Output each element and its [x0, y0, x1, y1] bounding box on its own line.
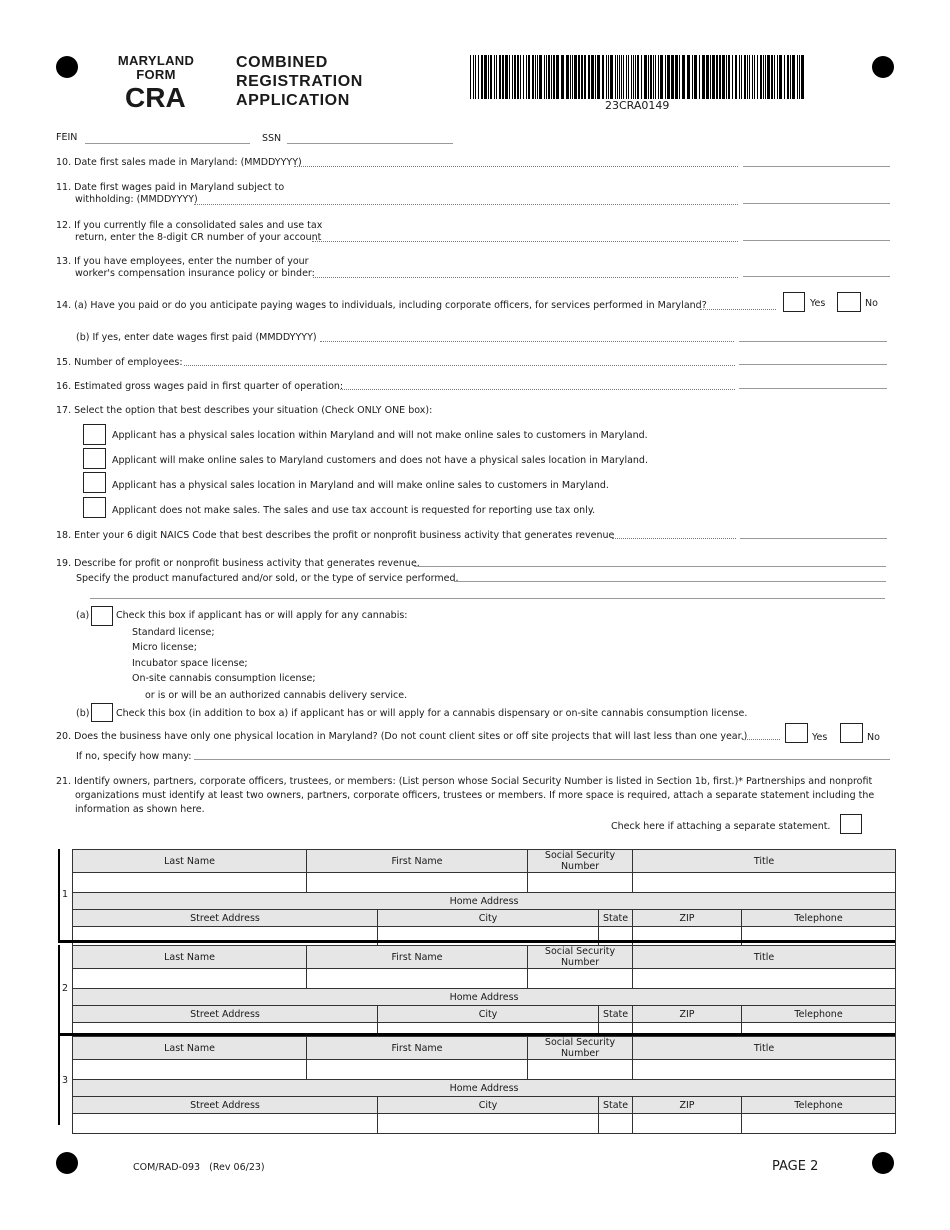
col-telephone: Telephone	[742, 910, 896, 927]
q18-leader	[612, 538, 736, 539]
barcode-bar	[777, 55, 778, 99]
col-zip: ZIP	[633, 910, 742, 927]
state-name: MARYLAND	[117, 53, 195, 68]
barcode-bar	[528, 55, 530, 99]
barcode-bar	[494, 55, 495, 99]
ssn-label: SSN	[262, 133, 282, 144]
barcode-bar	[610, 55, 613, 99]
first-name-input[interactable]	[307, 1060, 528, 1080]
barcode-bar	[726, 55, 727, 99]
barcode-bar	[747, 55, 748, 99]
q11-field[interactable]	[743, 203, 890, 204]
col-last-name: Last Name	[73, 1037, 307, 1060]
footer-form-id	[133, 1162, 265, 1174]
city-input[interactable]	[378, 1114, 599, 1134]
col-street: Street Address	[73, 910, 378, 927]
q18-label: 18. Enter your 6 digit NAICS Code that best describes the profit or nonprofit business activity that generates revenue	[56, 530, 615, 541]
col-ssn: Social Security Number	[528, 1037, 633, 1060]
barcode-bar	[496, 55, 497, 99]
telephone-input[interactable]	[742, 927, 896, 947]
barcode-bar	[539, 55, 542, 99]
barcode-bar	[606, 55, 607, 99]
barcode-bar	[556, 55, 559, 99]
cannabis-b-checkbox[interactable]	[91, 703, 113, 722]
barcode-bar	[741, 55, 742, 99]
q20b-field[interactable]	[194, 759, 890, 760]
last-name-input[interactable]	[73, 873, 307, 893]
barcode-bar	[537, 55, 538, 99]
barcode-bar	[481, 55, 483, 99]
barcode-bar	[553, 55, 555, 99]
barcode-bar	[544, 55, 545, 99]
col-first-name: First Name	[307, 946, 528, 969]
barcode-bar	[665, 55, 666, 99]
q15-label: 15. Number of employees:	[56, 357, 183, 368]
state-input[interactable]	[599, 1114, 633, 1134]
title-line-3: APPLICATION	[236, 92, 350, 109]
q17-option-3-checkbox[interactable]	[83, 472, 106, 493]
owner-row-number: 2	[61, 983, 69, 994]
barcode-bar	[578, 55, 580, 99]
barcode-bar	[792, 55, 795, 99]
barcode-bar	[706, 55, 709, 99]
q19-field-2[interactable]	[454, 581, 886, 582]
last-name-input[interactable]	[73, 1060, 307, 1080]
q20-no-checkbox[interactable]	[840, 723, 863, 743]
form-id: COM/RAD-093	[133, 1162, 201, 1173]
barcode-bar	[488, 55, 489, 99]
fein-field[interactable]	[85, 143, 250, 144]
barcode-bar	[475, 55, 476, 99]
q17-option-4-label: Applicant does not make sales. The sales and use tax account is requested for reporting use tax only.	[112, 505, 596, 516]
ssn-input[interactable]	[528, 873, 633, 893]
title-line-1: COMBINED	[236, 54, 328, 71]
barcode-bar	[694, 55, 697, 99]
registration-dot-bottom-right	[872, 1152, 894, 1174]
barcode-bar	[712, 55, 715, 99]
barcode-bar	[548, 55, 550, 99]
last-name-input[interactable]	[73, 969, 307, 989]
form-word: FORM	[136, 67, 176, 82]
barcode-bar	[801, 55, 804, 99]
barcode-bar	[699, 55, 700, 99]
q14a-no-label: No	[865, 298, 878, 309]
barcode-bar	[517, 55, 519, 99]
col-ssn: Social Security Number	[528, 850, 633, 873]
barcode-bar	[667, 55, 670, 99]
owner-block-border	[58, 945, 60, 1033]
q20-leader	[742, 739, 780, 740]
attach-statement-checkbox[interactable]	[840, 814, 862, 834]
q21-line-1: 21. Identify owners, partners, corporate officers, trustees, or members: (List person whose Social Security Number is listed in Section 1b, first.)* Partnerships and nonprofit	[56, 776, 873, 787]
registration-dot-bottom-left	[56, 1152, 78, 1174]
barcode-bar	[687, 55, 690, 99]
barcode-bar	[595, 55, 596, 99]
q15-leader	[184, 365, 735, 366]
q17-option-2-label: Applicant will make online sales to Maryland customers and does not have a physical sales location in Maryland.	[112, 455, 648, 466]
barcode-bar	[566, 55, 569, 99]
barcode	[470, 55, 806, 99]
first-name-input[interactable]	[307, 969, 528, 989]
q16-field[interactable]	[739, 388, 887, 389]
q11-leader	[194, 204, 738, 205]
barcode-bar	[572, 55, 573, 99]
barcode-bar	[799, 55, 800, 99]
q20b-label: If no, specify how many:	[76, 751, 192, 762]
q17-option-4-checkbox[interactable]	[83, 497, 106, 518]
q14a-yes-checkbox[interactable]	[783, 292, 805, 312]
cannabis-item-4: On-site cannabis consumption license;	[132, 673, 316, 684]
col-city: City	[378, 910, 599, 927]
barcode-bar	[631, 55, 632, 99]
barcode-bar	[767, 55, 770, 99]
ssn-input[interactable]	[528, 1060, 633, 1080]
q12-line-1: 12. If you currently file a consolidated sales and use tax	[56, 220, 323, 231]
barcode-bar	[621, 55, 622, 99]
q20-label: 20. Does the business have only one physical location in Maryland? (Do not count client sites or off site projects that will last less than one year.)	[56, 731, 748, 742]
barcode-bar	[588, 55, 590, 99]
barcode-bar	[682, 55, 685, 99]
barcode-bar	[499, 55, 501, 99]
q12-leader	[312, 241, 738, 242]
barcode-bar	[591, 55, 594, 99]
q14a-no-checkbox[interactable]	[837, 292, 861, 312]
barcode-bar	[702, 55, 705, 99]
barcode-bar	[722, 55, 725, 99]
barcode-bar	[637, 55, 639, 99]
registration-dot-top-left	[56, 56, 78, 78]
barcode-bar	[765, 55, 766, 99]
barcode-bar	[532, 55, 534, 99]
q21-line-2: organizations must identify at least two owners, partners, corporate officers, trustees or members. If more space is required, attach a separate statement including the	[75, 790, 875, 801]
barcode-bar	[628, 55, 629, 99]
barcode-bar	[470, 55, 471, 99]
barcode-bar	[660, 55, 663, 99]
q14b-label: (b) If yes, enter date wages first paid (MMDDYYYY)	[76, 332, 317, 343]
barcode-bar	[615, 55, 616, 99]
barcode-bar	[719, 55, 721, 99]
barcode-bar	[561, 55, 564, 99]
barcode-bar	[749, 55, 750, 99]
q11-line-1: 11. Date first wages paid in Maryland subject to	[56, 182, 285, 193]
title-input[interactable]	[633, 969, 896, 989]
barcode-bar	[653, 55, 654, 99]
barcode-bar	[763, 55, 764, 99]
cannabis-a-text: Check this box if applicant has or will apply for any cannabis:	[116, 610, 408, 621]
page-number: PAGE 2	[772, 1159, 819, 1174]
q14a-yes-label: Yes	[810, 298, 826, 309]
col-title: Title	[633, 946, 896, 969]
owner-block-3	[72, 1036, 896, 1134]
barcode-bar	[692, 55, 693, 99]
owner-row-number: 1	[61, 888, 69, 900]
q13-line-2: worker's compensation insurance policy or binder:	[75, 268, 315, 279]
barcode-bar	[728, 55, 730, 99]
q12-field[interactable]	[743, 240, 890, 241]
q10-label: 10. Date first sales made in Maryland: (MMDDYYYY)	[56, 157, 302, 168]
q21-text	[56, 775, 886, 817]
revision: (Rev 06/23)	[209, 1162, 265, 1173]
q16-label: 16. Estimated gross wages paid in first quarter of operation:	[56, 381, 344, 392]
col-state: State	[599, 1006, 633, 1023]
barcode-bar	[754, 55, 755, 99]
barcode-bar	[509, 55, 510, 99]
barcode-bar	[526, 55, 527, 99]
barcode-bar	[739, 55, 740, 99]
owner-block-1	[72, 849, 896, 947]
barcode-bar	[523, 55, 524, 99]
q17-option-1-label: Applicant has a physical sales location within Maryland and will not make online sales to customers in Maryland.	[112, 430, 648, 441]
home-address-heading: Home Address	[73, 893, 896, 910]
col-street: Street Address	[73, 1006, 378, 1023]
q20-no-label: No	[867, 732, 880, 743]
home-address-heading: Home Address	[73, 989, 896, 1006]
barcode-bar	[732, 55, 733, 99]
owner-block-border	[58, 849, 60, 940]
cannabis-b-label: (b)	[76, 708, 90, 719]
q14b-leader	[320, 341, 734, 342]
q13-label	[56, 256, 315, 280]
form-title	[236, 53, 363, 110]
fein-label: FEIN	[56, 132, 78, 143]
q19-field-1[interactable]	[414, 566, 886, 567]
col-title: Title	[633, 1037, 896, 1060]
barcode-bar	[641, 55, 642, 99]
q21-line-3: information as shown here.	[75, 804, 205, 815]
barcode-bar	[619, 55, 620, 99]
q17-option-1-checkbox[interactable]	[83, 424, 106, 445]
col-city: City	[378, 1097, 599, 1114]
col-zip: ZIP	[633, 1006, 742, 1023]
barcode-bar	[623, 55, 624, 99]
barcode-bar	[771, 55, 773, 99]
barcode-bar	[520, 55, 521, 99]
col-telephone: Telephone	[742, 1006, 896, 1023]
home-address-heading: Home Address	[73, 1080, 896, 1097]
barcode-bar	[797, 55, 798, 99]
q13-line-1: 13. If you have employees, enter the number of your	[56, 256, 309, 267]
q19-field-3[interactable]	[90, 598, 885, 599]
barcode-bar	[484, 55, 487, 99]
attach-statement-label: Check here if attaching a separate statement.	[611, 821, 831, 832]
q12-label	[56, 220, 322, 244]
barcode-bar	[635, 55, 636, 99]
barcode-bar	[752, 55, 753, 99]
barcode-bar	[710, 55, 711, 99]
barcode-bar	[505, 55, 508, 99]
q14a-label: 14. (a) Have you paid or do you anticipate paying wages to individuals, including corporate officers, for services performed in Maryland?	[56, 300, 707, 311]
street-input[interactable]	[73, 1114, 378, 1134]
zip-input[interactable]	[633, 927, 742, 947]
barcode-bar	[514, 55, 516, 99]
barcode-bar	[744, 55, 746, 99]
barcode-bar	[574, 55, 577, 99]
col-last-name: Last Name	[73, 946, 307, 969]
barcode-bar	[774, 55, 775, 99]
zip-input[interactable]	[633, 1114, 742, 1134]
q17-option-2-checkbox[interactable]	[83, 448, 106, 469]
q17-label: 17. Select the option that best describes your situation (Check ONLY ONE box):	[56, 405, 433, 416]
col-street: Street Address	[73, 1097, 378, 1114]
barcode-bar	[790, 55, 791, 99]
cannabis-b-text: Check this box (in addition to box a) if applicant has or will apply for a cannabis dispensary or on-site cannabis consumption license.	[116, 708, 748, 719]
owner-block-2	[72, 945, 896, 1043]
q13-field[interactable]	[743, 276, 890, 277]
q17-option-3-label: Applicant has a physical sales location in Maryland and will make online sales to customers in Maryland.	[112, 480, 609, 491]
barcode-bar	[490, 55, 492, 99]
barcode-bar	[581, 55, 583, 99]
title-input[interactable]	[633, 1060, 896, 1080]
owner-block-border	[58, 1036, 60, 1125]
barcode-bar	[602, 55, 604, 99]
barcode-bar	[757, 55, 758, 99]
barcode-bar	[626, 55, 627, 99]
ssn-input[interactable]	[528, 969, 633, 989]
barcode-bar	[716, 55, 718, 99]
q18-field[interactable]	[740, 538, 887, 539]
ssn-field[interactable]	[287, 143, 453, 144]
barcode-bar	[675, 55, 678, 99]
col-city: City	[378, 1006, 599, 1023]
barcode-bar	[671, 55, 674, 99]
barcode-bar	[648, 55, 649, 99]
barcode-bar	[784, 55, 785, 99]
q20-yes-label: Yes	[812, 732, 828, 743]
q20-yes-checkbox[interactable]	[785, 723, 808, 743]
barcode-bar	[535, 55, 536, 99]
barcode-bar	[760, 55, 762, 99]
cannabis-item-2: Micro license;	[132, 642, 197, 653]
barcode-bar	[779, 55, 782, 99]
form-state	[108, 54, 204, 82]
owner-row-number: 3	[61, 1074, 69, 1086]
barcode-bar	[597, 55, 600, 99]
telephone-input[interactable]	[742, 1114, 896, 1134]
cannabis-a-checkbox[interactable]	[91, 606, 113, 626]
q13-leader	[313, 277, 738, 278]
owner-block-separator	[58, 940, 895, 943]
q16-leader	[340, 389, 735, 390]
q11-label	[56, 182, 284, 206]
col-first-name: First Name	[307, 1037, 528, 1060]
barcode-bar	[512, 55, 513, 99]
cannabis-item-5: or is or will be an authorized cannabis delivery service.	[145, 690, 408, 701]
cannabis-item-1: Standard license;	[132, 627, 215, 638]
barcode-text: 23CRA0149	[605, 99, 670, 112]
barcode-bar	[570, 55, 571, 99]
q12-line-2: return, enter the 8-digit CR number of your account	[75, 232, 322, 243]
cannabis-a-label: (a)	[76, 610, 90, 621]
barcode-bar	[546, 55, 547, 99]
barcode-bar	[608, 55, 609, 99]
barcode-bar	[787, 55, 789, 99]
title-input[interactable]	[633, 873, 896, 893]
barcode-bar	[679, 55, 680, 99]
barcode-bar	[551, 55, 552, 99]
barcode-bar	[658, 55, 659, 99]
state-input[interactable]	[599, 927, 633, 947]
barcode-bar	[502, 55, 504, 99]
city-input[interactable]	[378, 927, 599, 947]
q19-label-1: 19. Describe for profit or nonprofit business activity that generates revenue.	[56, 558, 420, 569]
col-zip: ZIP	[633, 1097, 742, 1114]
first-name-input[interactable]	[307, 873, 528, 893]
registration-dot-top-right	[872, 56, 894, 78]
col-telephone: Telephone	[742, 1097, 896, 1114]
barcode-bar	[655, 55, 656, 99]
title-line-2: REGISTRATION	[236, 73, 363, 90]
barcode-bar	[617, 55, 618, 99]
q10-leader	[294, 166, 738, 167]
barcode-bar	[633, 55, 634, 99]
form-code: CRA	[125, 82, 186, 113]
col-first-name: First Name	[307, 850, 528, 873]
q14a-leader	[700, 309, 776, 310]
cannabis-item-3: Incubator space license;	[132, 658, 248, 669]
barcode-bar	[478, 55, 479, 99]
q10-field[interactable]	[743, 166, 890, 167]
q15-field[interactable]	[739, 364, 887, 365]
col-last-name: Last Name	[73, 850, 307, 873]
q11-line-2: withholding: (MMDDYYYY)	[75, 194, 198, 205]
street-input[interactable]	[73, 927, 378, 947]
barcode-bar	[650, 55, 652, 99]
col-state: State	[599, 1097, 633, 1114]
col-ssn: Social Security Number	[528, 946, 633, 969]
barcode-bar	[584, 55, 586, 99]
barcode-bar	[644, 55, 647, 99]
q14b-field[interactable]	[739, 341, 887, 342]
col-title: Title	[633, 850, 896, 873]
barcode-bar	[735, 55, 737, 99]
barcode-bar	[473, 55, 474, 99]
q19-label-2: Specify the product manufactured and/or sold, or the type of service performed.	[76, 573, 459, 584]
col-state: State	[599, 910, 633, 927]
